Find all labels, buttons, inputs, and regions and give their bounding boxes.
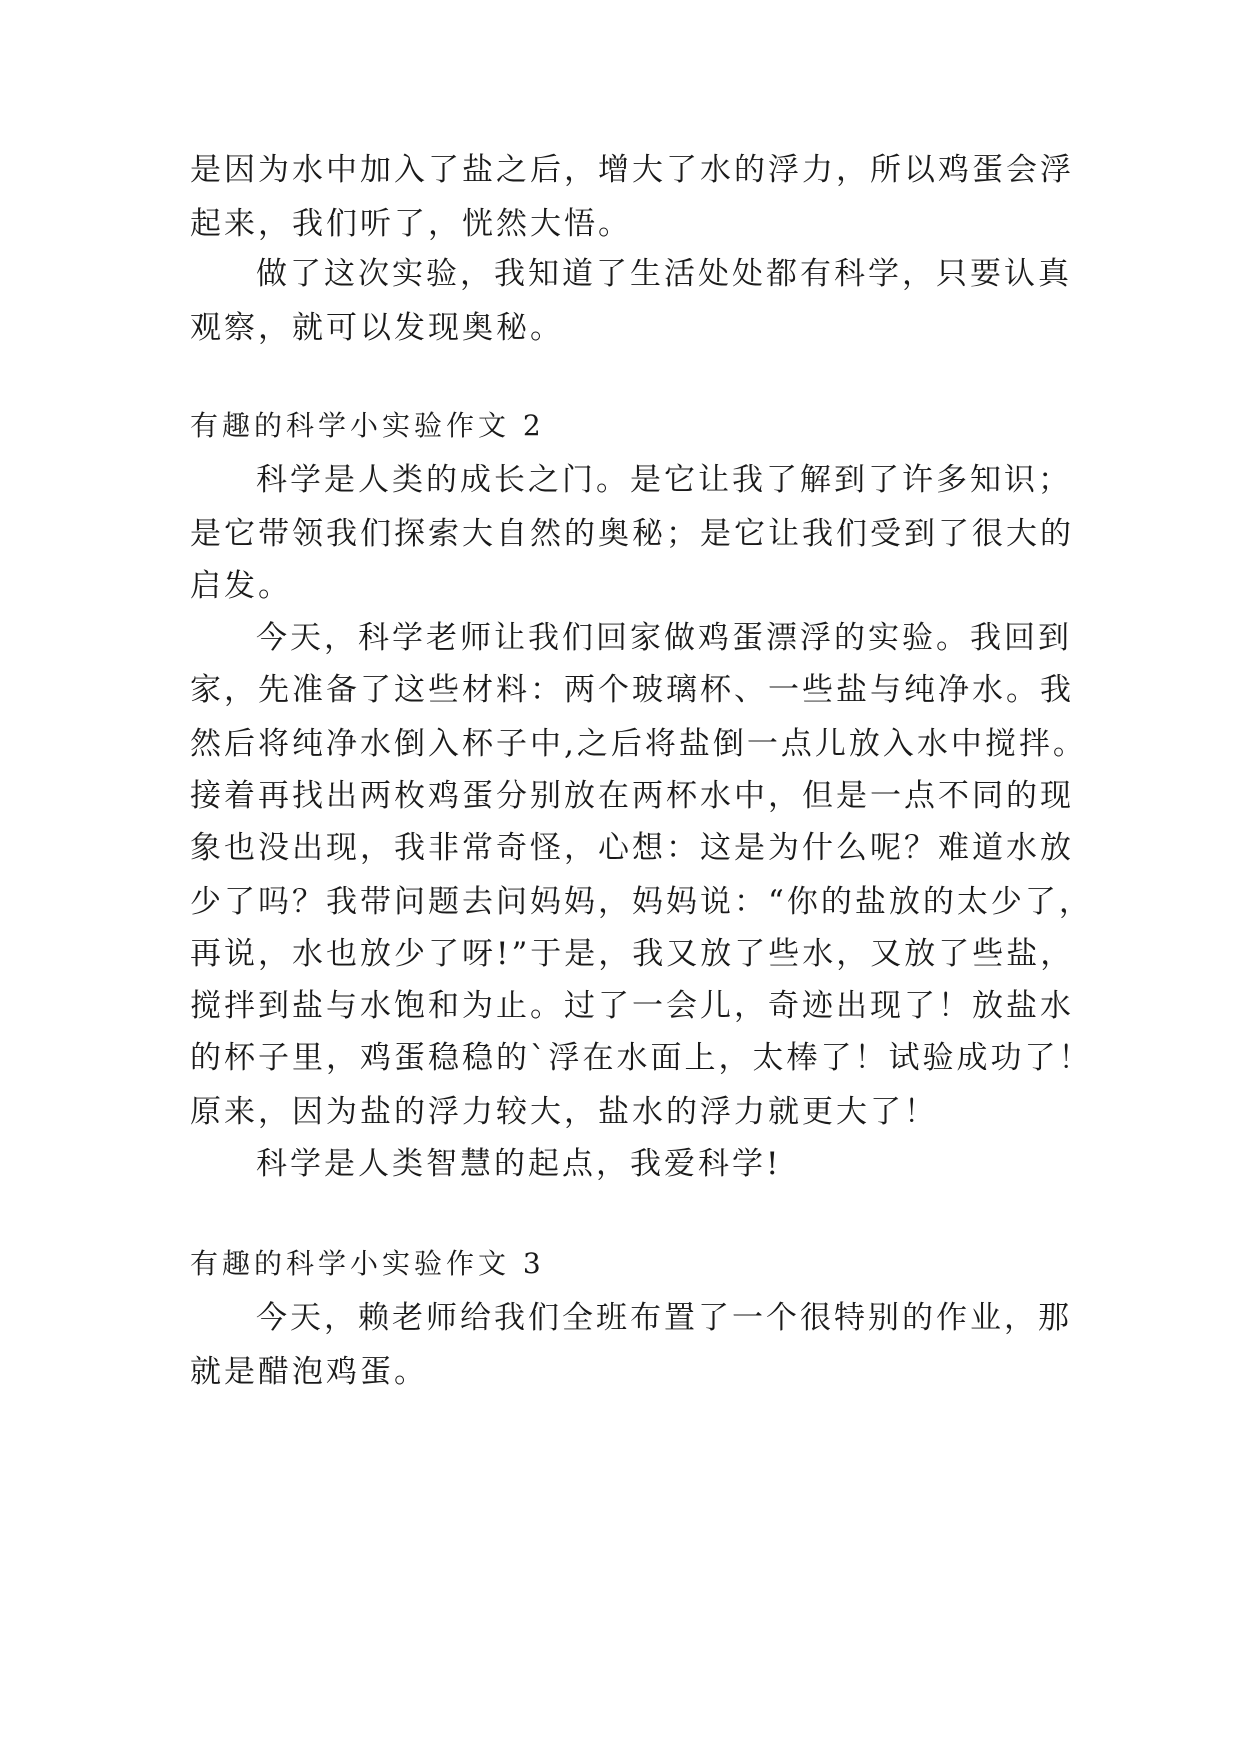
- text-line: 今天，科学老师让我们回家做鸡蛋漂浮的实验。我回到: [256, 620, 1072, 656]
- text-line: 然后将纯净水倒入杯子中,之后将盐倒一点儿放入水中搅拌。: [190, 726, 1087, 762]
- text-line: 家，先准备了这些材料：两个玻璃杯、一些盐与纯净水。我: [190, 672, 1074, 708]
- essay-2-title: 有趣的科学小实验作文 2: [190, 409, 545, 442]
- essay-3-title: 有趣的科学小实验作文 3: [190, 1247, 545, 1280]
- text-line: 是它带领我们探索大自然的奥秘；是它让我们受到了很大的: [190, 516, 1074, 552]
- text-line: 再说，水也放少了呀!”于是，我又放了些水，又放了些盐，: [190, 936, 1075, 972]
- text-line: 观察，就可以发现奥秘。: [190, 310, 564, 346]
- text-line: 科学是人类的成长之门。是它让我了解到了许多知识；: [256, 462, 1072, 498]
- text-line: 就是醋泡鸡蛋。: [190, 1354, 428, 1390]
- text-line: 启发。: [190, 568, 292, 604]
- text-line: 接着再找出两枚鸡蛋分别放在两杯水中，但是一点不同的现: [190, 778, 1074, 814]
- text-line: 象也没出现，我非常奇怪，心想：这是为什么呢？难道水放: [190, 830, 1074, 866]
- text-line: 做了这次实验，我知道了生活处处都有科学，只要认真: [256, 256, 1072, 292]
- text-line: 起来，我们听了，恍然大悟。: [190, 206, 632, 242]
- text-line: 的杯子里，鸡蛋稳稳的`浮在水面上，太棒了！试验成功了！: [190, 1040, 1093, 1076]
- text-line: 原来，因为盐的浮力较大，盐水的浮力就更大了！: [190, 1094, 938, 1130]
- text-line: 今天，赖老师给我们全班布置了一个很特别的作业，那: [256, 1300, 1072, 1336]
- text-line: 搅拌到盐与水饱和为止。过了一会儿，奇迹出现了！放盐水: [190, 988, 1074, 1024]
- text-line: 少了吗？我带问题去问妈妈，妈妈说：“你的盐放的太少了，: [190, 884, 1093, 920]
- text-line: 是因为水中加入了盐之后，增大了水的浮力，所以鸡蛋会浮: [190, 152, 1074, 188]
- text-line: 科学是人类智慧的起点，我爱科学!: [256, 1146, 782, 1182]
